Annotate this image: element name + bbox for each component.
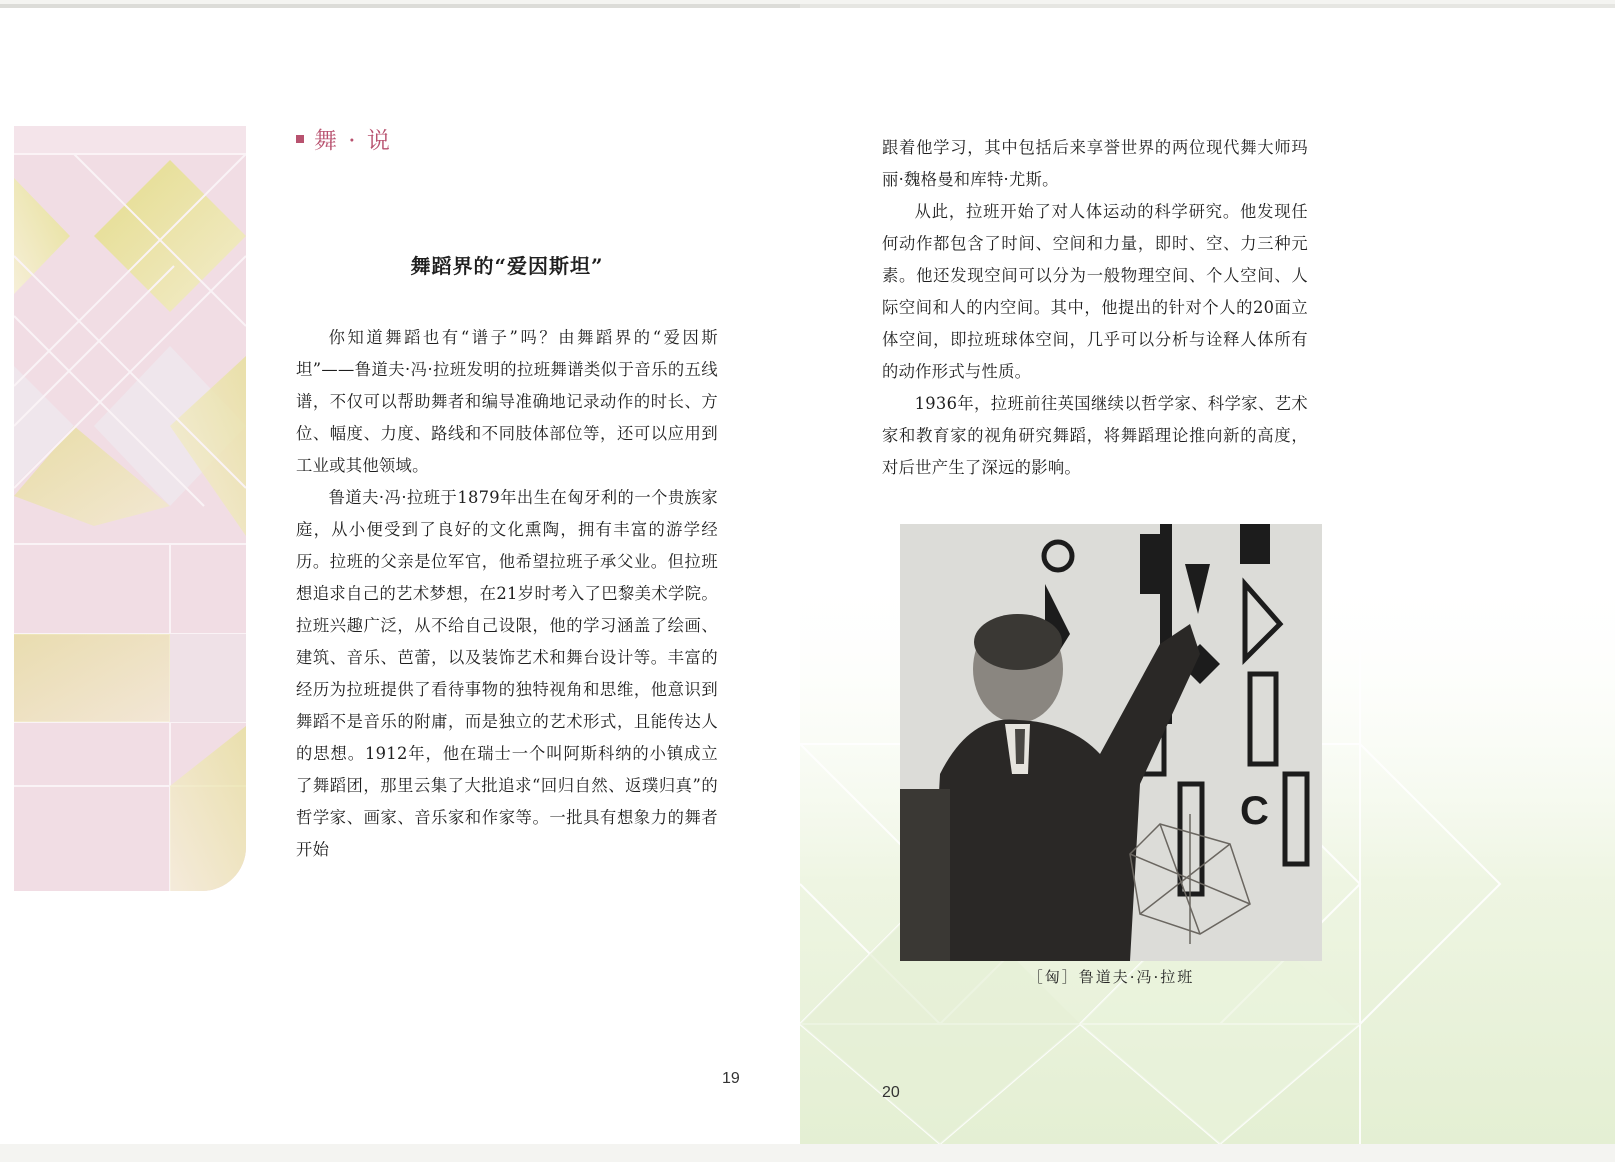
bullet-square-icon: [296, 135, 304, 143]
paragraph: 跟着他学习，其中包括后来享誉世界的两位现代舞大师玛丽·魏格曼和库特·尤斯。: [882, 138, 1308, 189]
left-page: [0, 4, 800, 1144]
paragraph: 从此，拉班开始了对人体运动的科学研究。他发现任何动作都包含了时间、空间和力量，即时、空、力三种元素。他还发现空间可以分为一般物理空间、个人空间、人际空间和人的内空间。其中，他提出的针对个人的20面立体空间，即拉班球体空间，几乎可以分析与诠释人体所有的动作形式与性质。: [882, 202, 1308, 381]
top-edge: [0, 4, 800, 8]
page-number: 19: [722, 1070, 740, 1087]
paragraph: 你知道舞蹈也有“谱子”吗？由舞蹈界的“爱因斯坦”——鲁道夫·冯·拉班发明的拉班舞谱类似于音乐的五线谱，不仅可以帮助舞者和编导准确地记录动作的时长、方位、幅度、力度、路线和不同肢体部位等，还可以应用到工业或其他领域。: [296, 328, 718, 475]
right-page: [800, 4, 1615, 1144]
article-title: 舞蹈界的“爱因斯坦”: [410, 254, 604, 278]
paragraph: 鲁道夫·冯·拉班于1879年出生在匈牙利的一个贵族家庭，从小便受到了良好的文化熏陶，拥有丰富的游学经历。拉班的父亲是位军官，他希望拉班子承父业。但拉班想追求自己的艺术梦想，在21岁时考入了巴黎美术学院。拉班兴趣广泛，从不给自己设限，他的学习涵盖了绘画、建筑、音乐、芭蕾，以及装饰艺术和舞台设计等。丰富的经历为拉班提供了看待事物的独特视角和思维，他意识到舞蹈不是音乐的附庸，而是独立的艺术形式，且能传达人的思想。1912年，他在瑞士一个叫阿斯科纳的小镇成立了舞蹈团，那里云集了大批追求“回归自然、返璞归真”的哲学家、画家、音乐家和作家等。一批具有想象力的舞者开始: [296, 488, 718, 859]
geometric-pattern-graphic: [14, 126, 246, 891]
portrait-photo: [900, 524, 1322, 961]
left-body-text: [296, 322, 718, 866]
photo-caption: ［匈］鲁道夫·冯·拉班: [1027, 968, 1195, 986]
portrait-photo-image: [900, 524, 1322, 961]
page-number: 20: [882, 1084, 900, 1101]
paragraph: 1936年，拉班前往英国继续以哲学家、科学家、艺术家和教育家的视角研究舞蹈，将舞蹈理论推向新的高度，对后世产生了深远的影响。: [882, 394, 1308, 477]
right-body-text: [882, 132, 1308, 484]
svg-text:C: C: [1240, 789, 1269, 833]
section-tag: [296, 122, 392, 155]
section-tag-label: 舞 · 说: [314, 128, 392, 154]
decorative-geometric-band: [14, 126, 246, 891]
